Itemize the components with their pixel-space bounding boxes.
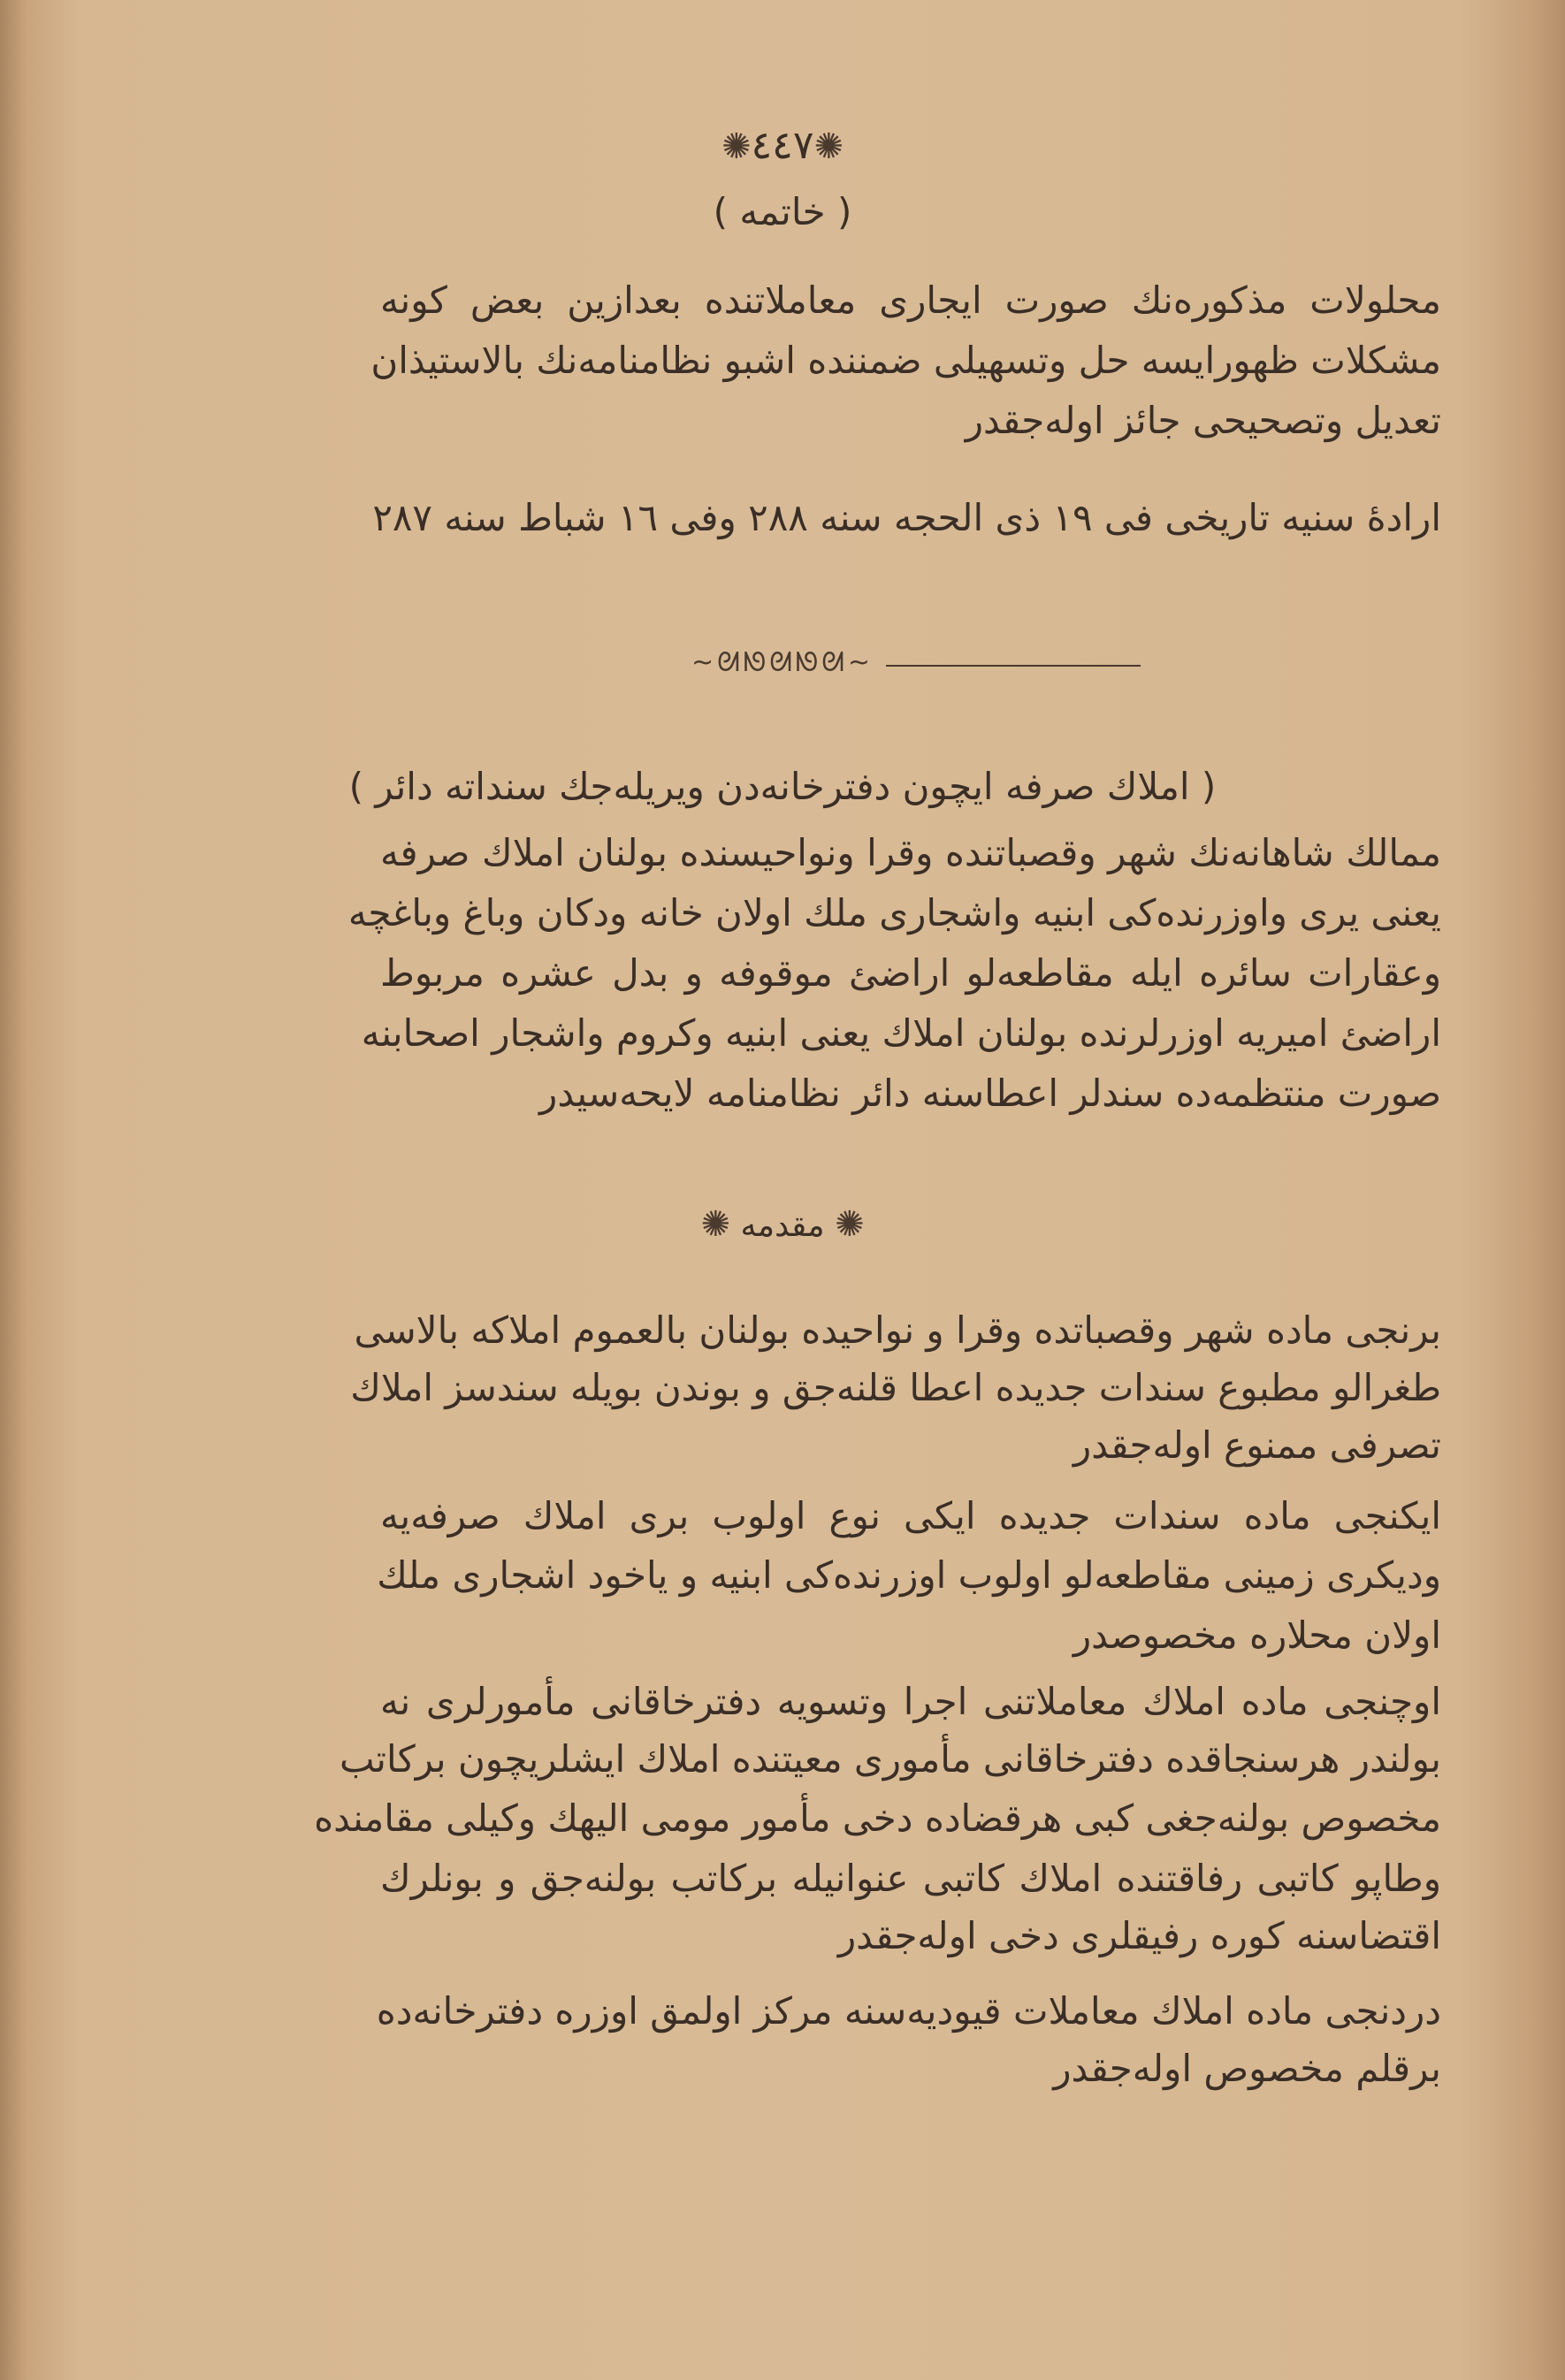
text-line: اراضئ اميريه اوزرلرنده بولنان املاك يعنى ابنيه وكروم واشجار اصحابنه: [361, 1011, 1441, 1055]
text-line: ممالك شاهانه‌نك شهر وقصباتنده وقرا ونواحيسنده بولنان املاك صرفه: [380, 831, 1441, 874]
text-line: صورت منتظمه‌ده سندلر اعطاسنه دائر نظامنامه لايحه‌سيدر: [539, 1072, 1441, 1115]
article-2-line: ايكنجى ماده سندات جديده ايكى نوع اولوب برى املاك صرفه‌يه: [380, 1494, 1441, 1537]
text-line: مشكلات ظهورايسه حل وتسهيلى ضمننده اشبو نظامنامه‌نك بالاستيذان: [370, 339, 1441, 382]
article-4-line: دردنجى ماده املاك معاملات قيوديه‌سنه مركز اولمق اوزره دفترخانه‌ده: [376, 1989, 1441, 2033]
flower-ornament-icon: ✺: [700, 1204, 731, 1245]
article-2-line: اولان محلاره مخصوصدر: [1073, 1613, 1441, 1657]
text-line: يعنى يرى واوزرنده‌كى ابنيه واشجارى ملك اولان خانه ودكان وباغ وباغچه: [347, 891, 1441, 934]
article-3-line: اوچنجى ماده املاك معاملاتنى اجرا وتسويه دفترخاقانى مأمورلرى نه: [380, 1680, 1441, 1723]
page-number: ✺٤٤٧✺: [721, 123, 844, 168]
date-line: اراده‌ٔ سنيه تاريخى فى ١٩ ذى الحجه سنه ٢٨٨ وفى ١٦ شباط سنه ٢٨٧: [372, 496, 1441, 539]
section-title-emlak: ( املاك صرفه ايچون دفترخانه‌دن ويريله‌جك سنداته دائر ): [348, 765, 1217, 808]
article-3-line: وطاپو كاتبى رفاقتنده املاك كاتبى عنوانيله بركاتب بولنه‌جق و بونلرك: [380, 1857, 1441, 1900]
flower-ornament-icon: ✺: [813, 126, 844, 167]
flower-ornament-icon: ✺: [834, 1204, 865, 1245]
article-1-line: تصرفى ممنوع اوله‌جقدر: [1073, 1423, 1441, 1467]
article-2-line: وديكرى زمينى مقاطعه‌لو اولوب اوزرنده‌كى ابنيه و ياخود اشجارى ملك: [377, 1553, 1441, 1597]
text-line: وعقارات سائره ايله مقاطعه‌لو اراضئ موقوفه و بدل عشره مربوط: [380, 951, 1441, 995]
intro-heading: ✺ مقدمه ✺: [700, 1204, 865, 1245]
divider-ornament: ~ᘛᘚᘛᘚᘛ~: [0, 647, 1565, 678]
article-3-line: اقتضاسنه كوره رفيقلرى دخى اوله‌جقدر: [837, 1914, 1441, 1957]
article-1-line: برنجى ماده شهر وقصباتده وقرا و نواحيده بولنان بالعموم املاكه بالاسى: [354, 1308, 1441, 1352]
article-4-line: برقلم مخصوص اوله‌جقدر: [1053, 2047, 1441, 2090]
flower-ornament-icon: ✺: [721, 126, 752, 167]
article-1-line: طغرالو مطبوع سندات جديده اعطا قلنه‌جق و بوندن بويله سندسز املاك: [350, 1366, 1441, 1409]
section-title-khatime: ( خاتمه ): [713, 190, 852, 233]
text-line: تعديل وتصحيحى جائز اوله‌جقدر: [965, 399, 1441, 442]
article-3-line: بولندر هرسنجاقده دفترخاقانى مأمورى معيتنده املاك ايشلريچون بركاتب: [340, 1737, 1441, 1781]
article-3-line: مخصوص بولنه‌جغى كبى هرقضاده دخى مأمور مومى اليهك وكيلى مقامنده: [314, 1796, 1441, 1840]
text-line: محلولات مذكوره‌نك صورت ايجارى معاملاتنده بعدازين بعض كونه: [380, 278, 1441, 322]
